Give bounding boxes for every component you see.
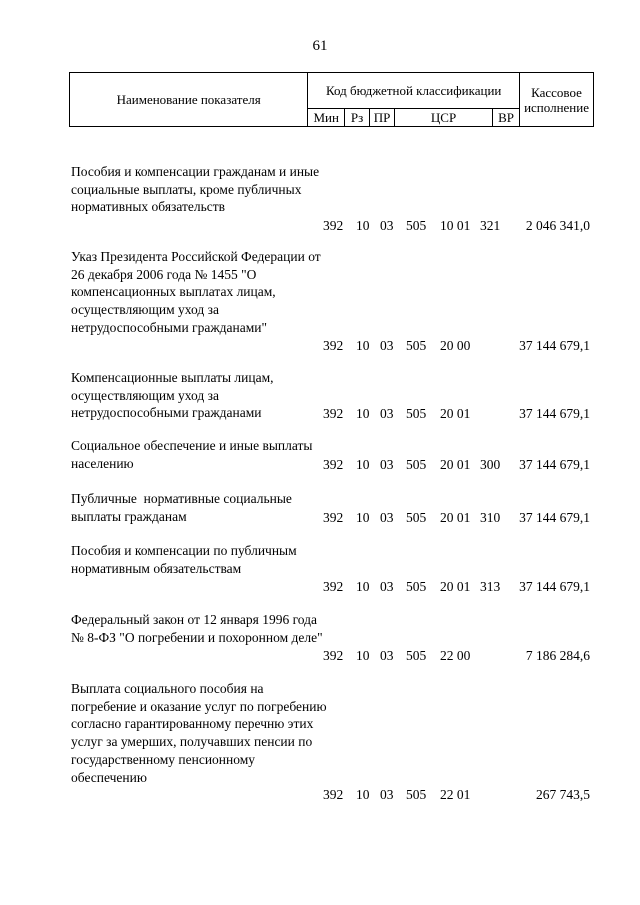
row-vr: 310: [480, 510, 501, 526]
header-min: Мин: [308, 109, 345, 127]
row-amount: 37 144 679,1: [519, 406, 590, 422]
row-label: Выплата социального пособия на погребение и оказание услуг по погребению согласно гарантированному перечню этих услуг за умерших, получавших пенсии по государственному пенсионному обеспечению: [71, 681, 327, 785]
row-min: 392: [323, 510, 344, 526]
row-amount: 37 144 679,1: [519, 579, 590, 595]
row-csr-item: 22 01: [440, 787, 471, 803]
row-rz: 10: [356, 406, 370, 422]
row-pr: 03: [380, 338, 394, 354]
header-indicator-name: Наименование показателя: [70, 73, 308, 127]
page-number: 61: [312, 38, 328, 54]
row-label: Пособия и компенсации гражданам и иные социальные выплаты, кроме публичных нормативных обязательств: [71, 164, 320, 215]
row-csr-program: 505: [406, 579, 427, 595]
row-amount: 7 186 284,6: [525, 648, 590, 664]
row-csr-program: 505: [406, 787, 427, 803]
row-amount: 267 743,5: [536, 787, 590, 803]
row-min: 392: [323, 648, 344, 664]
row-label: Публичные нормативные социальные выплаты гражданам: [71, 491, 296, 524]
row-csr-program: 505: [406, 338, 427, 354]
row-label: Указ Президента Российской Федерации от 26 декабря 2006 года № 1455 "О компенсационных выплатах лицам, осуществляющим уход за нетрудоспособными гражданами": [71, 249, 321, 335]
row-csr-program: 505: [406, 218, 427, 234]
row-vr: 300: [480, 457, 501, 473]
row-label: Компенсационные выплаты лицам, осуществляющим уход за нетрудоспособными гражданами: [71, 370, 274, 421]
row-pr: 03: [380, 787, 394, 803]
row-csr-item: 20 01: [440, 579, 471, 595]
row-rz: 10: [356, 579, 370, 595]
header-vr: ВР: [493, 109, 520, 127]
row-csr-item: 20 01: [440, 406, 471, 422]
row-pr: 03: [380, 457, 394, 473]
row-amount: 37 144 679,1: [519, 457, 590, 473]
row-min: 392: [323, 787, 344, 803]
row-rz: 10: [356, 457, 370, 473]
header-budget-code: Код бюджетной классификации: [308, 73, 520, 109]
row-csr-program: 505: [406, 510, 427, 526]
row-pr: 03: [380, 510, 394, 526]
row-csr-item: 20 01: [440, 510, 471, 526]
table-row: [0, 369, 640, 423]
row-csr-item: 20 01: [440, 457, 471, 473]
table-row: [0, 248, 640, 355]
row-vr: 313: [480, 579, 501, 595]
row-min: 392: [323, 406, 344, 422]
row-label: Пособия и компенсации по публичным нормативным обязательствам: [71, 543, 297, 576]
table-row: [0, 163, 640, 235]
header-pr: ПР: [370, 109, 395, 127]
header-csr: ЦСР: [394, 109, 492, 127]
header-execution: Кассовое исполнение: [520, 73, 594, 127]
row-csr-program: 505: [406, 406, 427, 422]
row-min: 392: [323, 338, 344, 354]
row-amount: 37 144 679,1: [519, 510, 590, 526]
table-row: [0, 437, 640, 474]
row-rz: 10: [356, 338, 370, 354]
table-row: [0, 542, 640, 596]
row-rz: 10: [356, 648, 370, 664]
row-min: 392: [323, 457, 344, 473]
row-amount: 2 046 341,0: [525, 218, 590, 234]
row-rz: 10: [356, 510, 370, 526]
row-label: Социальное обеспечение и иные выплаты населению: [71, 438, 313, 471]
row-amount: 37 144 679,1: [519, 338, 590, 354]
row-label: Федеральный закон от 12 января 1996 года № 8-ФЗ "О погребении и похоронном деле": [71, 612, 323, 645]
row-vr: 321: [480, 218, 501, 234]
row-pr: 03: [380, 218, 394, 234]
row-csr-item: 20 00: [440, 338, 471, 354]
row-min: 392: [323, 218, 344, 234]
row-csr-program: 505: [406, 648, 427, 664]
row-csr-program: 505: [406, 457, 427, 473]
row-min: 392: [323, 579, 344, 595]
row-csr-item: 22 00: [440, 648, 471, 664]
row-pr: 03: [380, 406, 394, 422]
table-row: [0, 680, 640, 804]
table-row: [0, 490, 640, 527]
row-csr-item: 10 01: [440, 218, 471, 234]
row-pr: 03: [380, 648, 394, 664]
table-row: [0, 611, 640, 665]
row-pr: 03: [380, 579, 394, 595]
row-rz: 10: [356, 787, 370, 803]
header-rz: Рз: [345, 109, 370, 127]
row-rz: 10: [356, 218, 370, 234]
